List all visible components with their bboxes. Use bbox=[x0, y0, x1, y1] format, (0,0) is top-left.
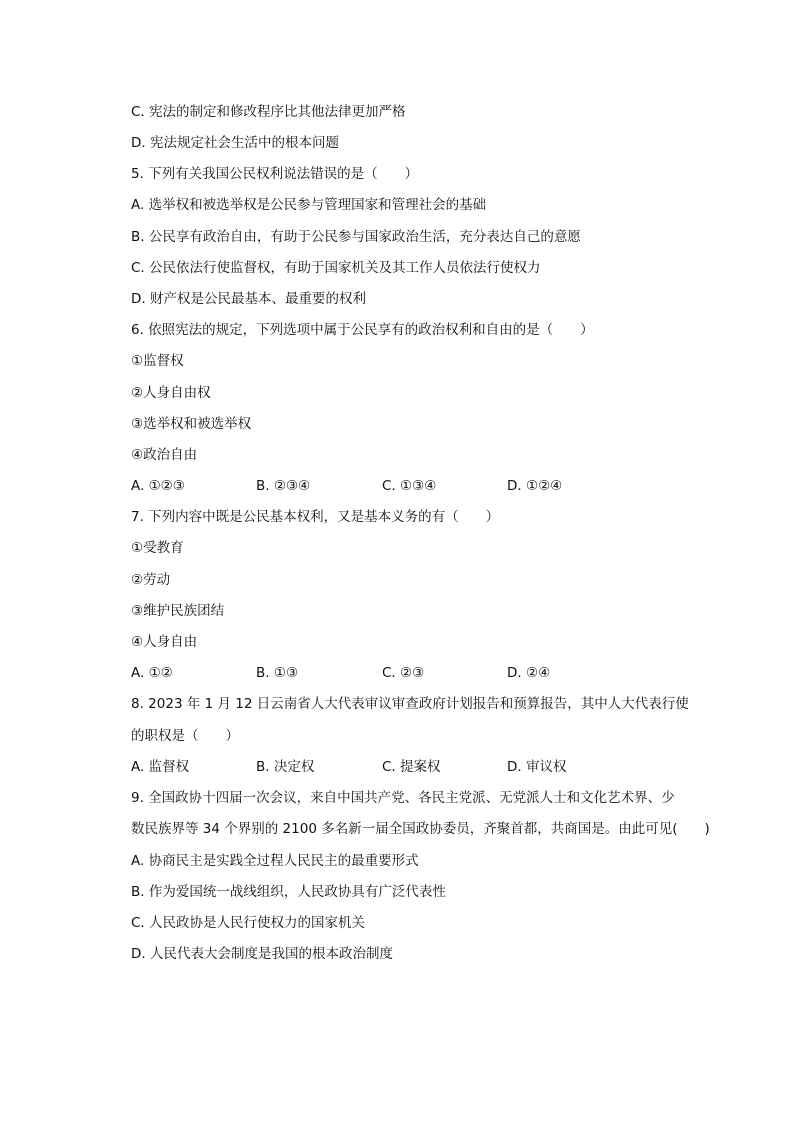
q9-option-b: B. 作为爱国统一战线组织，人民政协具有广泛代表性 bbox=[131, 884, 446, 900]
q6-item-4: ④政治自由 bbox=[131, 447, 198, 463]
q8-option-c: C. 提案权 bbox=[382, 759, 441, 775]
q9-option-d: D. 人民代表大会制度是我国的根本政治制度 bbox=[131, 946, 393, 962]
q6-item-2: ②人身自由权 bbox=[131, 385, 211, 401]
q6-item-1: ①监督权 bbox=[131, 353, 184, 369]
q8-option-a: A. 监督权 bbox=[131, 759, 190, 775]
q7-option-d: D. ②④ bbox=[507, 665, 551, 681]
q8-option-d: D. 审议权 bbox=[507, 759, 567, 775]
q6-stem: 6. 依照宪法的规定，下列选项中属于公民享有的政治权利和自由的是（ ） bbox=[131, 322, 594, 338]
q6-option-c: C. ①③④ bbox=[382, 478, 437, 494]
q9-option-c: C. 人民政协是人民行使权力的国家机关 bbox=[131, 915, 366, 931]
q8-stem-line-1: 8. 2023 年 1 月 12 日云南省人大代表审议审查政府计划报告和预算报告，其中人大代表行使 bbox=[131, 696, 689, 712]
q4-option-d: D. 宪法规定社会生活中的根本问题 bbox=[131, 135, 339, 151]
q8-stem-line-2: 的职权是（ ） bbox=[131, 728, 239, 744]
q6-options bbox=[131, 476, 651, 496]
q8-option-b: B. 决定权 bbox=[256, 759, 315, 775]
q7-item-3: ③维护民族团结 bbox=[131, 603, 225, 619]
q4-option-c: C. 宪法的制定和修改程序比其他法律更加严格 bbox=[131, 104, 406, 120]
q7-item-1: ①受教育 bbox=[131, 540, 184, 556]
q5-option-b: B. 公民享有政治自由，有助于公民参与国家政治生活，充分表达自己的意愿 bbox=[131, 229, 581, 245]
q7-item-4: ④人身自由 bbox=[131, 634, 198, 650]
q5-option-a: A. 选举权和被选举权是公民参与管理国家和管理社会的基础 bbox=[131, 197, 487, 213]
q7-option-c: C. ②③ bbox=[382, 665, 425, 681]
q9-stem-line-2: 数民族界等 34 个界别的 2100 多名新一届全国政协委员，齐聚首都，共商国是。由此可见( ) bbox=[131, 821, 710, 837]
q6-option-b: B. ②③④ bbox=[256, 478, 311, 494]
q9-option-a: A. 协商民主是实践全过程人民民主的最重要形式 bbox=[131, 853, 419, 869]
q7-option-b: B. ①③ bbox=[256, 665, 299, 681]
q5-option-c: C. 公民依法行使监督权，有助于国家机关及其工作人员依法行使权力 bbox=[131, 260, 541, 276]
q9-stem-line-1: 9. 全国政协十四届一次会议，来自中国共产党、各民主党派、无党派人士和文化艺术界、少 bbox=[131, 790, 675, 806]
q5-stem: 5. 下列有关我国公民权利说法错误的是（ ） bbox=[131, 166, 419, 182]
q6-option-a: A. ①②③ bbox=[131, 478, 185, 494]
q7-stem: 7. 下列内容中既是公民基本权利，又是基本义务的有（ ） bbox=[131, 509, 500, 525]
q7-options bbox=[131, 663, 651, 683]
q8-options bbox=[131, 757, 651, 777]
q6-option-d: D. ①②④ bbox=[507, 478, 563, 494]
q5-option-d: D. 财产权是公民最基本、最重要的权利 bbox=[131, 291, 366, 307]
q7-option-a: A. ①② bbox=[131, 665, 173, 681]
q7-item-2: ②劳动 bbox=[131, 572, 171, 588]
q6-item-3: ③选举权和被选举权 bbox=[131, 416, 252, 432]
